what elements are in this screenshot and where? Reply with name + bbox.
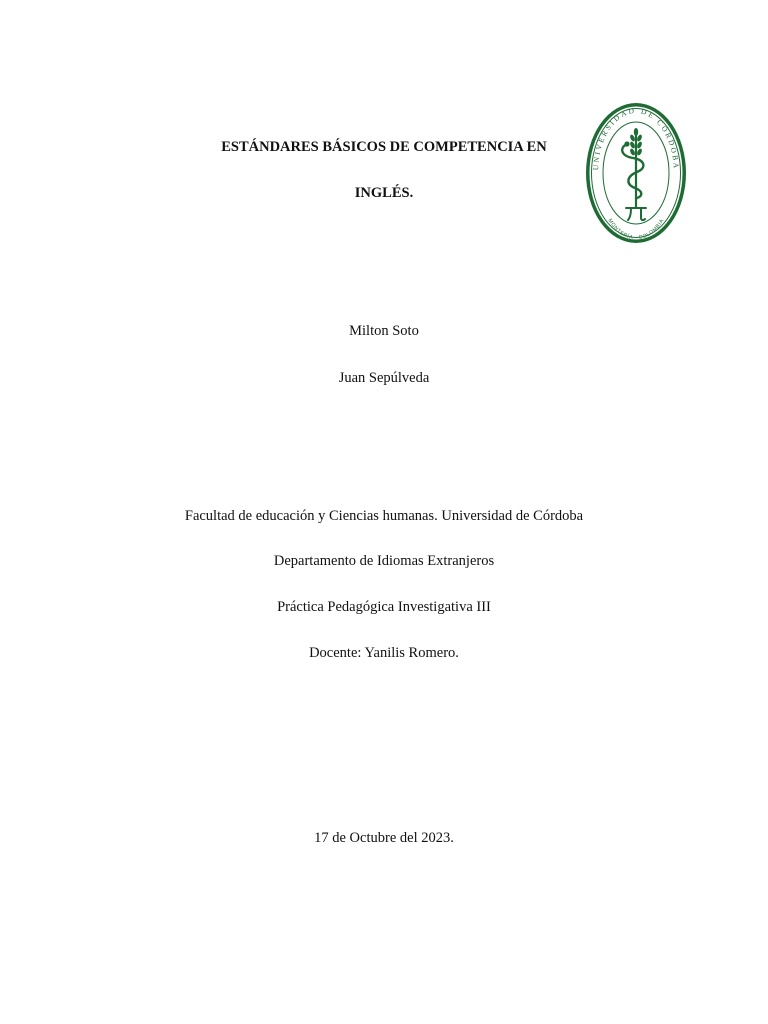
- seal-ring-text-top: UNIVERSIDAD DE CÓRDOBA: [590, 105, 682, 171]
- department-line: Departamento de Idiomas Extranjeros: [273, 553, 495, 569]
- author-name-1: Milton Soto: [349, 323, 419, 339]
- date-line: 17 de Octubre del 2023.: [314, 830, 454, 846]
- author-name-2: Juan Sepúlveda: [338, 370, 430, 386]
- course-line: Práctica Pedagógica Investigativa III: [277, 599, 491, 615]
- faculty-line: Facultad de educación y Ciencias humanas. Universidad de Córdoba: [184, 508, 584, 524]
- document-title-line-2: INGLÉS.: [354, 185, 414, 201]
- university-seal-icon: [583, 100, 689, 246]
- teacher-line: Docente: Yanilis Romero.: [309, 645, 459, 661]
- document-title-line-1: ESTÁNDARES BÁSICOS DE COMPETENCIA EN: [221, 139, 547, 155]
- seal-ring-text-bottom: MONTERÍA - COLOMBIA: [606, 217, 666, 242]
